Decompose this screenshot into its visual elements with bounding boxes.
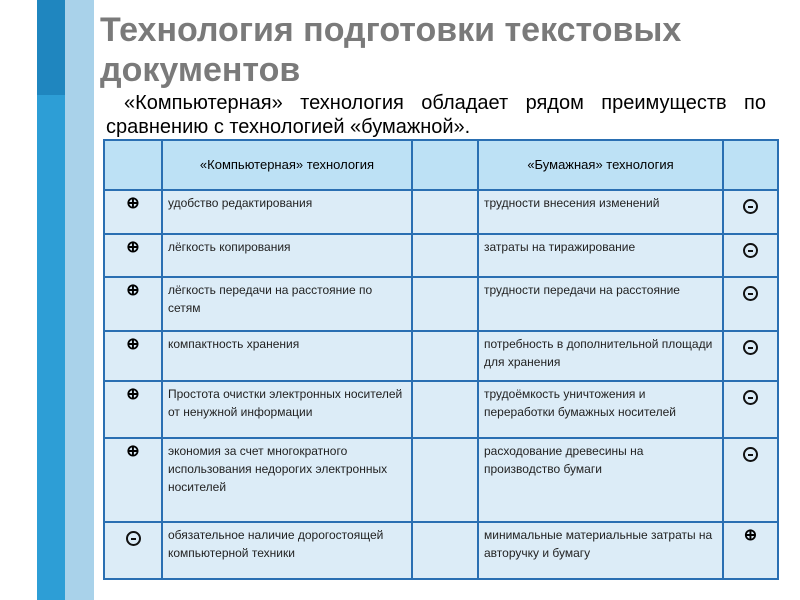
empty-cell: [412, 331, 478, 381]
plus-circle-icon: ⊕: [126, 239, 140, 256]
minus-circle-icon: [743, 199, 758, 214]
plus-circle-icon: ⊕: [126, 282, 140, 299]
header-computer: «Компьютерная» технология: [162, 140, 412, 190]
computer-feature-cell: обязательное наличие дорогостоящей компьютерной техники: [162, 522, 412, 579]
paper-feature-cell: трудности передачи на расстояние: [478, 277, 723, 331]
computer-feature-cell: удобство редактирования: [162, 190, 412, 234]
table-row: [104, 522, 778, 579]
paper-symbol-cell: [723, 331, 778, 381]
header-paper: «Бумажная» технология: [478, 140, 723, 190]
empty-cell: [412, 381, 478, 438]
computer-symbol-cell: [104, 438, 162, 522]
table-row: [104, 438, 778, 522]
computer-feature-cell: компактность хранения: [162, 331, 412, 381]
subtitle-text: «Компьютерная» технология обладает рядом преимуществ по сравнению с технологией «бумажной».: [106, 92, 766, 138]
comparison-table: [103, 139, 779, 580]
computer-symbol-cell: [104, 190, 162, 234]
table-header-row: [104, 140, 778, 190]
paper-feature-cell: минимальные материальные затраты на авторучку и бумагу: [478, 522, 723, 579]
table-row: [104, 277, 778, 331]
slide-title: Технология подготовки текстовых документов: [100, 11, 682, 89]
paper-symbol-cell: [723, 522, 778, 579]
header-empty-cell: [412, 140, 478, 190]
header-empty-cell: [104, 140, 162, 190]
computer-symbol-cell: [104, 381, 162, 438]
plus-circle-icon: ⊕: [126, 443, 140, 460]
table-row: [104, 331, 778, 381]
empty-cell: [412, 190, 478, 234]
computer-symbol-cell: [104, 234, 162, 277]
decorative-left-bar-dark: [37, 0, 65, 95]
table-row: [104, 381, 778, 438]
computer-symbol-cell: [104, 331, 162, 381]
slide-subtitle: [106, 91, 766, 139]
table-row: [104, 190, 778, 234]
empty-cell: [412, 277, 478, 331]
paper-feature-cell: расходование древесины на производство бумаги: [478, 438, 723, 522]
table-row: [104, 234, 778, 277]
computer-feature-cell: Простота очистки электронных носителей от ненужной информации: [162, 381, 412, 438]
computer-symbol-cell: [104, 277, 162, 331]
header-empty-cell: [723, 140, 778, 190]
paper-feature-cell: трудоёмкость уничтожения и переработки бумажных носителей: [478, 381, 723, 438]
paper-symbol-cell: [723, 277, 778, 331]
computer-feature-cell: лёгкость копирования: [162, 234, 412, 277]
computer-feature-cell: экономия за счет многократного использования недорогих электронных носителей: [162, 438, 412, 522]
minus-circle-icon: [743, 390, 758, 405]
plus-circle-icon: ⊕: [126, 386, 140, 403]
paper-symbol-cell: [723, 381, 778, 438]
paper-symbol-cell: [723, 438, 778, 522]
empty-cell: [412, 234, 478, 277]
empty-cell: [412, 522, 478, 579]
plus-circle-icon: ⊕: [126, 336, 140, 353]
minus-circle-icon: [743, 243, 758, 258]
paper-feature-cell: затраты на тиражирование: [478, 234, 723, 277]
decorative-left-bar-light: [65, 0, 94, 600]
computer-symbol-cell: [104, 522, 162, 579]
paper-symbol-cell: [723, 234, 778, 277]
plus-circle-icon: ⊕: [743, 527, 758, 544]
paper-symbol-cell: [723, 190, 778, 234]
minus-circle-icon: [743, 447, 758, 462]
minus-circle-icon: [743, 286, 758, 301]
paper-feature-cell: потребность в дополнительной площади для хранения: [478, 331, 723, 381]
computer-feature-cell: лёгкость передачи на расстояние по сетям: [162, 277, 412, 331]
minus-circle-icon: [126, 531, 141, 546]
minus-circle-icon: [743, 340, 758, 355]
paper-feature-cell: трудности внесения изменений: [478, 190, 723, 234]
plus-circle-icon: ⊕: [126, 195, 140, 212]
empty-cell: [412, 438, 478, 522]
